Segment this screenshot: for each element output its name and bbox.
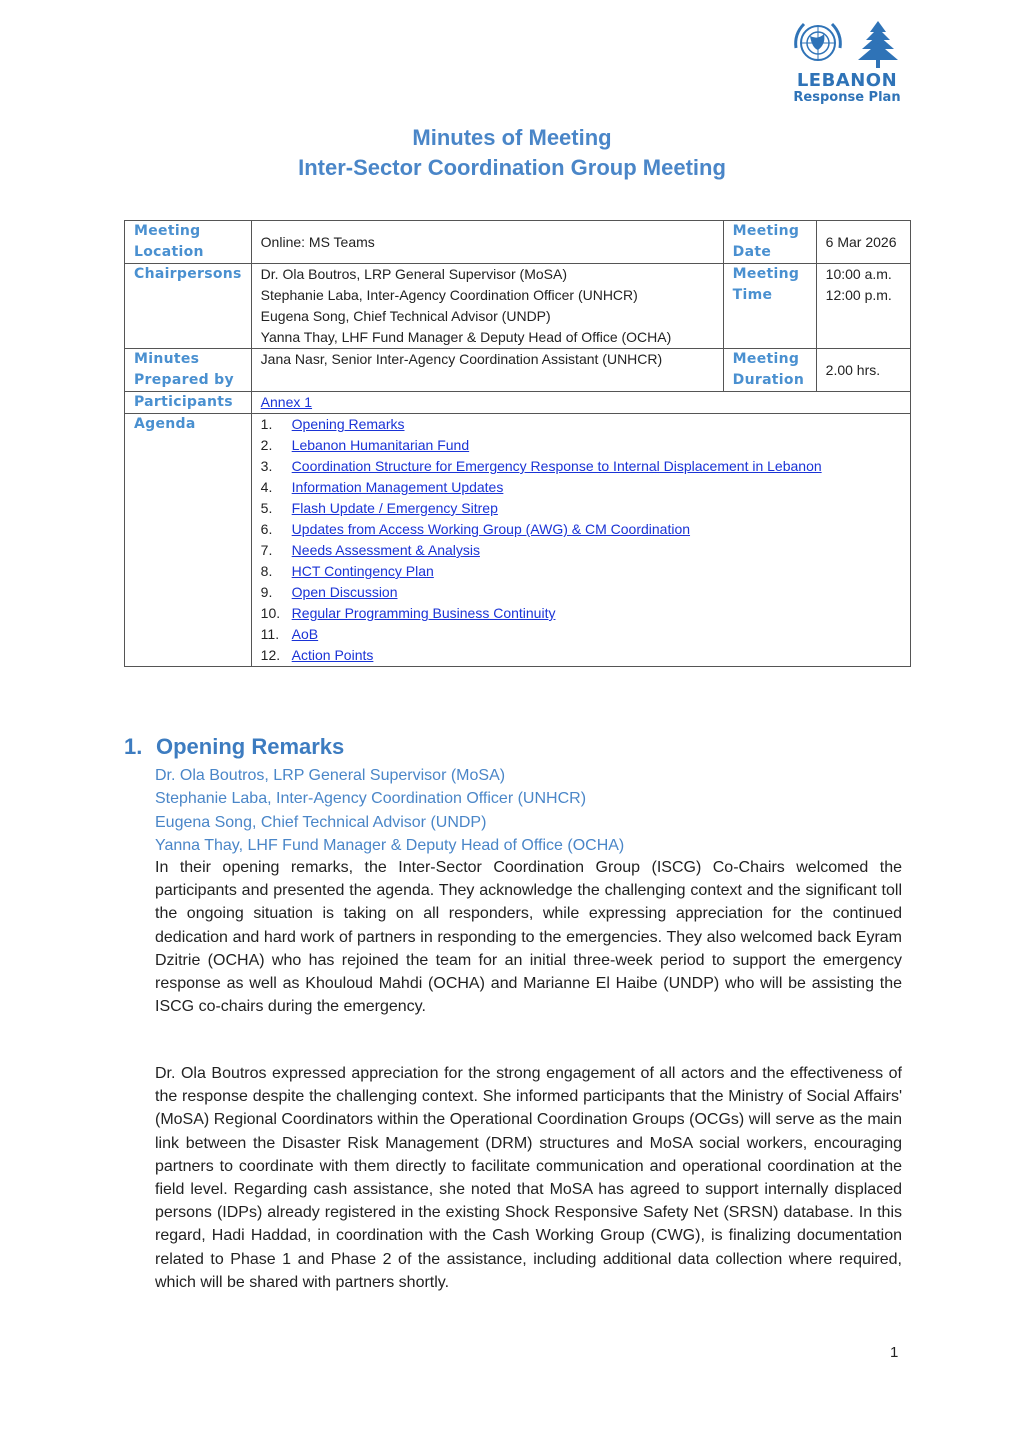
meeting-info-table xyxy=(124,220,911,667)
location-value: Online: MS Teams xyxy=(251,221,723,264)
participants-label: Participants xyxy=(125,392,252,414)
section-chair: Eugena Song, Chief Technical Advisor (UNDP) xyxy=(155,813,487,831)
un-emblem-icon xyxy=(796,24,841,60)
document-subtitle: Inter-Sector Coordination Group Meeting xyxy=(298,155,726,180)
chairperson: Eugena Song, Chief Technical Advisor (UNDP) xyxy=(260,308,551,324)
duration-value: 2.00 hrs. xyxy=(816,349,910,392)
paragraph-mosa-update: Dr. Ola Boutros expressed appreciation for the strong engagement of all actors and the effectiveness of the response despite the challenging context. She informed participants that the Ministry of Social Affairs' (MoSA) Regional Coordinators within the Operational Coordination Groups (OCGs) will serve as the main link between the Disaster Risk Management (DRM) structures and MoSA social workers, encouraging partners to coordinate with them directly to facilitate communication and operational coordination at the field level. Regarding cash assistance, she noted that MoSA has agreed to support internally displaced persons (IDPs) already registered in the existing Shock Responsive Safety Net (SRSN) database. In this regard, Hadi Haddad, in coordination with the Cash Working Group (CWG), is finalizing documentation related to Phase 1 and Phase 2 of the assistance, including additional data collection where required, which will be shared with partners shortly. xyxy=(155,1065,902,1291)
cedar-tree-icon xyxy=(858,21,898,68)
agenda-number: 6. xyxy=(260,521,273,537)
time-value xyxy=(816,264,910,349)
chairperson: Stephanie Laba, Inter-Agency Coordination Officer (UNHCR) xyxy=(260,287,638,303)
agenda-item xyxy=(261,582,901,603)
agenda-link-aob[interactable]: AoB xyxy=(291,626,319,642)
row-location xyxy=(125,221,911,264)
section-heading-opening-remarks xyxy=(124,734,344,760)
agenda-item xyxy=(261,645,901,666)
agenda-number: 8. xyxy=(260,563,273,579)
agenda-number: 11. xyxy=(260,626,280,642)
lrp-logo xyxy=(788,18,906,110)
logo-lebanon-text: LEBANON xyxy=(796,70,898,91)
agenda-number: 9. xyxy=(260,584,273,600)
chairpersons-value xyxy=(251,264,723,349)
agenda-link-lhf[interactable]: Lebanon Humanitarian Fund xyxy=(291,437,470,453)
section-chair: Yanna Thay, LHF Fund Manager & Deputy Head of Office (OCHA) xyxy=(155,836,625,854)
date-value: 6 Mar 2026 xyxy=(816,221,910,264)
agenda-link-flash-update[interactable]: Flash Update / Emergency Sitrep xyxy=(291,500,498,516)
time-label: Meeting Time xyxy=(723,264,816,349)
agenda-link-action-points[interactable]: Action Points xyxy=(291,647,374,663)
agenda-link-needs-assessment[interactable]: Needs Assessment & Analysis xyxy=(291,542,480,558)
section-chairs-list xyxy=(155,764,624,857)
agenda-label: Agenda xyxy=(125,414,252,667)
agenda-number: 12. xyxy=(260,647,281,663)
agenda-link-im-updates[interactable]: Information Management Updates xyxy=(291,479,504,495)
agenda-item xyxy=(261,519,901,540)
agenda-number: 2. xyxy=(260,437,273,453)
agenda-number: 1. xyxy=(260,416,273,432)
agenda-link-business-continuity[interactable]: Regular Programming Business Continuity xyxy=(291,605,556,621)
agenda-item xyxy=(261,435,901,456)
agenda-item xyxy=(261,603,901,624)
agenda-link-opening-remarks[interactable]: Opening Remarks xyxy=(291,416,405,432)
agenda-item xyxy=(261,624,901,645)
paragraph-opening-remarks: In their opening remarks, the Inter-Sector Coordination Group (ISCG) Co-Chairs welcomed the participants and presented the agenda. They acknowledge the challenging context and the significant toll the ongoing situation is taking on all responders, while expressing appreciation for the continued dedication and hard work of partners in responding to the emergencies. They also welcomed back Eyram Dzitrie (OCHA) who has rejoined the team for an initial three-week period to support the emergency response as well as Khouloud Mahdi (OCHA) and Marianne El Haibe (UNDP) who will be assisting the ISCG co-chairs during the emergency. xyxy=(155,859,902,1016)
logo-emblems xyxy=(788,18,906,70)
chairperson: Yanna Thay, LHF Fund Manager & Deputy Head of Office (OCHA) xyxy=(260,329,672,345)
row-agenda xyxy=(125,414,911,667)
agenda-item xyxy=(261,414,901,435)
section-title: Opening Remarks xyxy=(156,734,345,759)
time-start: 10:00 a.m. xyxy=(825,266,892,282)
logo-response-plan-text: Response Plan xyxy=(793,90,901,105)
agenda-link-awg[interactable]: Updates from Access Working Group (AWG) & CM Coordination xyxy=(291,521,691,537)
document-title: Minutes of Meeting xyxy=(412,125,612,150)
duration-label: Meeting Duration xyxy=(723,349,816,392)
agenda-link-coordination-structure[interactable]: Coordination Structure for Emergency Response to Internal Displacement in Lebanon xyxy=(291,458,822,474)
date-label: Meeting Date xyxy=(723,221,816,264)
row-chairpersons xyxy=(125,264,911,349)
section-number: 1. xyxy=(124,734,143,759)
row-minutes xyxy=(125,349,911,392)
section-chair: Dr. Ola Boutros, LRP General Supervisor (MoSA) xyxy=(155,767,506,784)
agenda-item xyxy=(261,477,901,498)
agenda-link-open-discussion[interactable]: Open Discussion xyxy=(291,584,398,600)
agenda-item xyxy=(261,498,901,519)
time-end: 12:00 p.m. xyxy=(825,287,892,303)
agenda-item xyxy=(261,456,901,477)
row-participants xyxy=(125,392,911,414)
agenda-item xyxy=(261,561,901,582)
agenda-item xyxy=(261,540,901,561)
agenda-number: 4. xyxy=(260,479,273,495)
section-chair: Stephanie Laba, Inter-Agency Coordination Officer (UNHCR) xyxy=(155,790,587,808)
chairpersons-label: Chairpersons xyxy=(125,264,252,349)
agenda-number: 7. xyxy=(260,542,273,558)
location-label: Meeting Location xyxy=(125,221,252,264)
agenda-number: 3. xyxy=(260,458,273,474)
agenda-value xyxy=(251,414,910,667)
participants-value xyxy=(251,392,910,414)
agenda-link-hct-plan[interactable]: HCT Contingency Plan xyxy=(291,563,434,579)
chairperson: Dr. Ola Boutros, LRP General Supervisor (MoSA) xyxy=(260,266,567,282)
agenda-list xyxy=(261,414,901,666)
minutes-label: Minutes Prepared by xyxy=(125,349,252,392)
agenda-number: 10. xyxy=(260,605,281,621)
minutes-value: Jana Nasr, Senior Inter-Agency Coordination Assistant (UNHCR) xyxy=(251,349,723,392)
page-number: 1 xyxy=(890,1344,899,1361)
annex-1-link[interactable]: Annex 1 xyxy=(260,394,313,410)
agenda-number: 5. xyxy=(260,500,273,516)
